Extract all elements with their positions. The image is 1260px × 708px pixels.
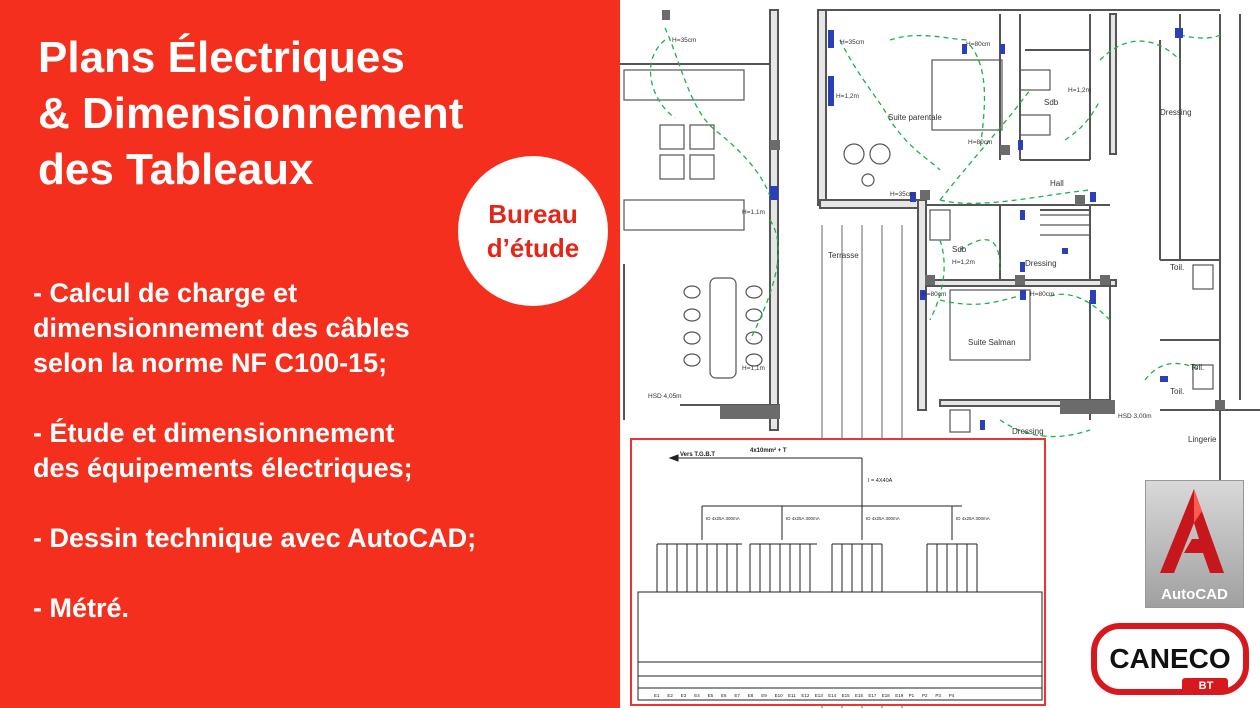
circuit-code: E16 (855, 693, 864, 698)
circuit-code: E5 (707, 693, 714, 698)
caneco-sub: BT (1198, 680, 1214, 692)
height-label: H=1,2m (952, 259, 975, 266)
room-label: Toil. (1170, 263, 1185, 272)
circuit-code: E17 (868, 693, 877, 698)
circuit-code: E15 (841, 693, 850, 698)
caneco-logo (1090, 620, 1250, 702)
circuit-code: E9 (761, 693, 767, 698)
rcd-label: ID 4x25A 300mA (786, 516, 820, 521)
title-line-2: & Dimensionnement (38, 89, 464, 138)
circuit-code: E3 (680, 693, 687, 698)
feed-label: Vers T.G.B.T (680, 452, 716, 458)
single-line-diagram (630, 438, 1046, 706)
list-item-line: selon la norme NF C100-15; (33, 348, 388, 378)
autocad-label: AutoCAD (1161, 586, 1228, 603)
room-label: Toil. (1170, 387, 1185, 396)
circuit-code: E18 (881, 693, 890, 698)
title-line-3: des Tableaux (38, 145, 314, 194)
badge-line-1: Bureau (488, 199, 578, 229)
caneco-name: CANECO (1109, 643, 1231, 674)
height-label: H=35cm (890, 191, 915, 198)
room-label: Dressing (1160, 108, 1192, 117)
circuit-code: E13 (814, 693, 823, 698)
list-item-line: dimensionnement des câbles (33, 313, 410, 343)
height-label: HSD 4,05m (648, 393, 682, 400)
rcd-label: ID 4x25A 300mA (956, 516, 990, 521)
circuit-code: P1 (908, 693, 915, 698)
list-item-line: des équipements électriques; (33, 453, 413, 483)
rcd-label: ID 4x25A 300mA (706, 516, 740, 521)
height-label: H=1,2m (1068, 87, 1091, 94)
list-item (33, 521, 476, 556)
height-label: HSD 3,00m (1118, 413, 1152, 420)
services-list (33, 276, 476, 661)
room-label: Suite parentale (888, 113, 942, 122)
height-label: H=80cm (922, 291, 947, 298)
height-label: H=80cm (1030, 291, 1055, 298)
room-label: Toil. (1190, 363, 1205, 372)
room-label: Suite Salman (968, 338, 1016, 347)
title-line-1: Plans Électriques (38, 33, 405, 82)
circuit-code: E19 (895, 693, 904, 698)
room-label: Sdb (952, 245, 967, 254)
circuit-code: E11 (788, 693, 796, 698)
autocad-a-icon (1146, 481, 1243, 581)
room-label: Dressing (1025, 259, 1057, 268)
badge-line-2: d’étude (486, 233, 580, 263)
circuit-code: E6 (721, 693, 727, 698)
autocad-logo (1145, 480, 1244, 608)
circuit-code: E2 (667, 693, 673, 698)
height-label: H=35cm (672, 37, 697, 44)
room-label: Hall (1050, 179, 1064, 188)
room-label: Terrasse (828, 251, 859, 260)
promo-panel (0, 0, 620, 708)
list-item (33, 416, 476, 486)
room-label: Dressing (1012, 427, 1044, 436)
circuit-code: E12 (801, 693, 810, 698)
list-item-line: - Étude et dimensionnement (33, 418, 395, 448)
circuit-code: E4 (694, 693, 700, 698)
height-label: H=1,2m (836, 93, 859, 100)
list-item (33, 276, 476, 381)
height-label: H=80cm (966, 41, 991, 48)
circuit-code: E14 (828, 693, 837, 698)
height-label: H=1,1m (742, 209, 765, 216)
page-title (38, 30, 463, 198)
list-item-line: - Calcul de charge et (33, 278, 298, 308)
circuit-code: E7 (734, 693, 740, 698)
circuit-code: E10 (774, 693, 783, 698)
list-item-line: - Dessin technique avec AutoCAD; (33, 523, 477, 553)
circuit-code: P2 (922, 693, 928, 698)
cable-label: 4x10mm² + T (750, 448, 787, 454)
height-label: H=1,1m (742, 365, 765, 372)
circuit-code: E1 (654, 693, 660, 698)
bureau-etude-badge (458, 156, 608, 306)
height-label: H=35cm (840, 39, 865, 46)
circuit-code: P4 (948, 693, 955, 698)
main-breaker-label: I = 4X40A (868, 478, 893, 484)
list-item-line: - Métré. (33, 593, 130, 623)
circuit-code: P3 (935, 693, 941, 698)
list-item (33, 591, 476, 626)
circuit-code: E8 (747, 693, 754, 698)
room-label: Sdb (1044, 98, 1059, 107)
room-label: Lingerie (1188, 435, 1217, 444)
height-label: H=80cm (968, 139, 993, 146)
rcd-label: ID 4x25A 300mA (866, 516, 900, 521)
